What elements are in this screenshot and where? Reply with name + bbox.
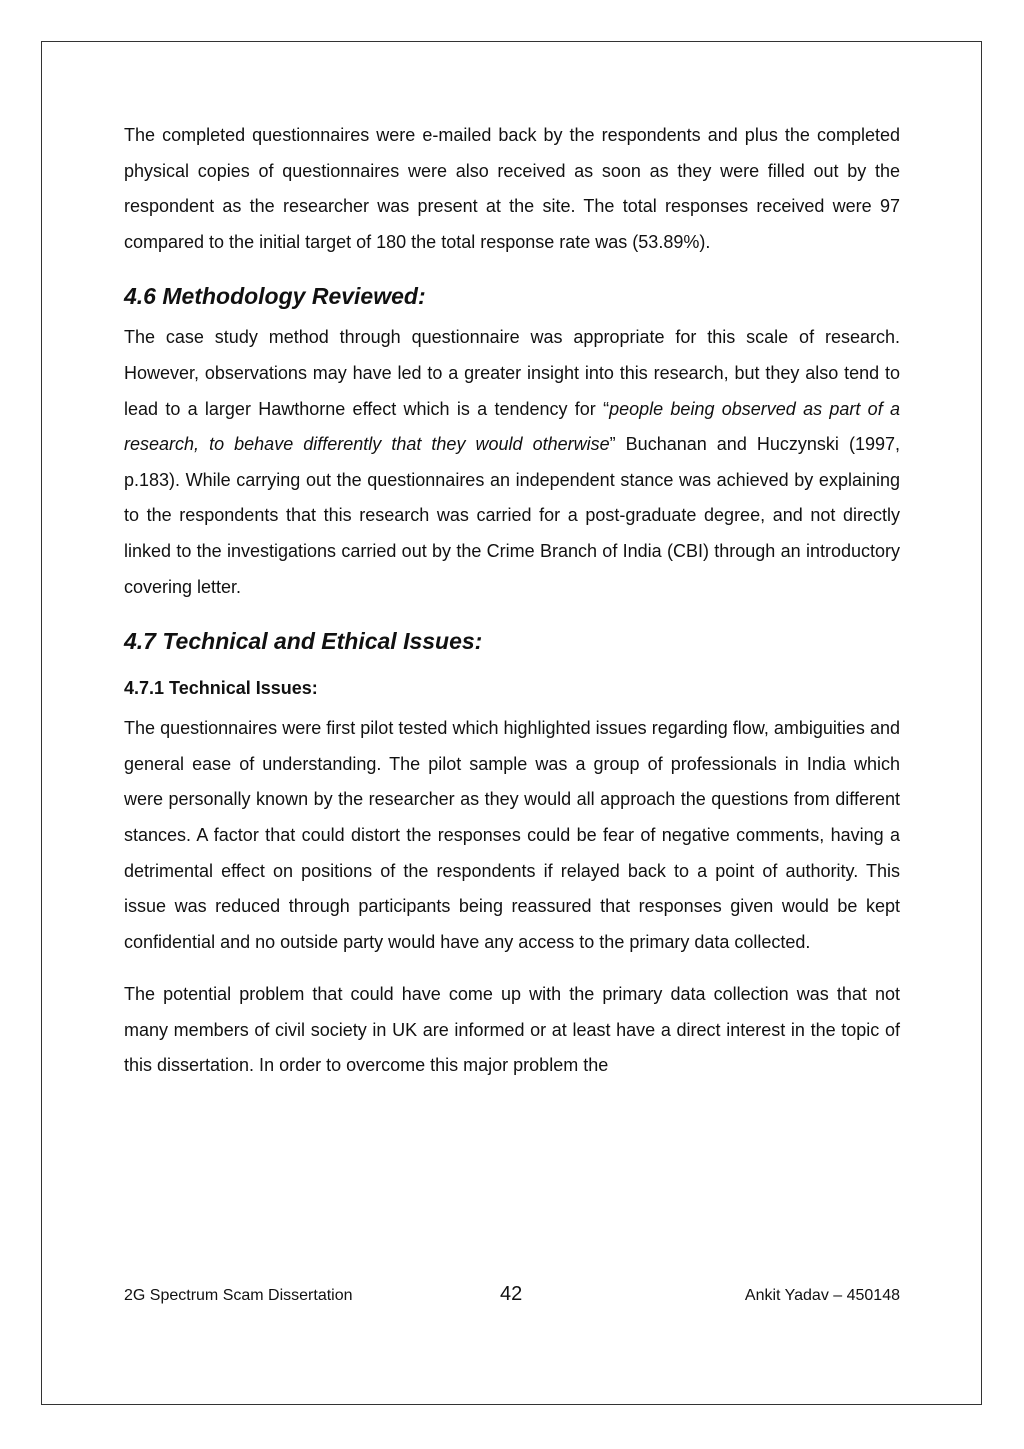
hawthorne-quote: people being observed as part of a research, to behave differently that they would otherwise <box>124 398 900 455</box>
paragraph-methodology-end: ” Buchanan and Huczynski (1997, p.183). While carrying out the questionnaires an independent stance was achieved by explaining to the respondents that this research was carried for a post-graduate degree, and not directly linked to the investigations carried out by the Crime Branch of India (CBI) through an introductory covering letter. <box>124 434 900 597</box>
paragraph-technical-issues: The questionnaires were first pilot tested which highlighted issues regarding flow, ambiguities and general ease of understanding. The pilot sample was a group of professionals in India which were personally known by the researcher as they would all approach the questions from different stances. A factor that could distort the responses could be fear of negative comments, having a detrimental effect on positions of the respondents if relayed back to a point of authority. This issue was reduced through participants being reassured that responses given would be kept confidential and no outside party would have any access to the primary data collected. <box>124 718 900 952</box>
paragraph-data-collection-problem: The potential problem that could have come up with the primary data collection was that not many members of civil society in UK are informed or at least have a direct interest in the topic of this dissertation. In order to overcome this major problem the <box>124 984 900 1076</box>
document-body <box>124 118 900 1084</box>
heading-technical-issues: 4.7.1 Technical Issues: <box>124 678 318 699</box>
footer-author: Ankit Yadav – 450148 <box>744 1287 900 1304</box>
paragraph-response-rate: The completed questionnaires were e-mailed back by the respondents and plus the completed physical copies of questionnaires were also received as soon as they were filled out by the respondent as the researcher was present at the site. The total responses received were 97 compared to the initial target of 180 the total response rate was (53.89%). <box>124 125 900 252</box>
heading-methodology-reviewed: 4.6 Methodology Reviewed: <box>124 283 426 310</box>
page-footer <box>124 1281 900 1311</box>
paragraph-methodology <box>124 320 900 605</box>
footer-page-number: 42 <box>500 1283 523 1305</box>
paragraph-methodology-start: The case study method through questionnaire was appropriate for this scale of research. However, observations may have led to a greater insight into this research, but they also tend to lead to a larger Hawthorne effect which is a tendency for “ <box>124 327 900 419</box>
footer-document-title: 2G Spectrum Scam Dissertation <box>124 1287 353 1304</box>
heading-technical-ethical-issues: 4.7 Technical and Ethical Issues: <box>124 628 483 655</box>
